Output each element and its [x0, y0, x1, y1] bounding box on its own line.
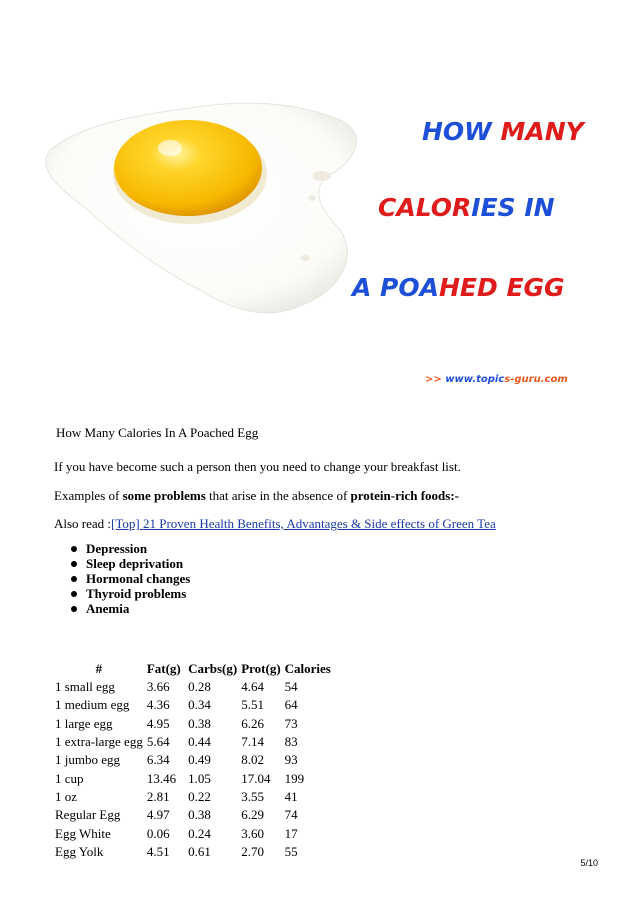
table-cell: Egg White — [55, 825, 111, 841]
egg-illustration — [40, 90, 600, 400]
hero-title-line1: HOW MANY — [422, 117, 584, 146]
table-cell: Regular Egg — [55, 807, 121, 823]
table-cell: 0.24 — [188, 825, 211, 841]
table-cell: 3.55 — [241, 788, 264, 804]
table-cell: 4.64 — [241, 679, 264, 695]
hero-title-line2: CALORIES IN — [378, 193, 555, 222]
table-cell: 4.97 — [146, 807, 170, 823]
table-cell: 74 — [284, 807, 298, 823]
column-header: Fat(g) — [146, 661, 181, 676]
table-cell: 1 small egg — [55, 679, 115, 695]
table-cell: 1 extra-large egg — [55, 734, 143, 750]
table-cell: 13.46 — [146, 770, 177, 786]
column-header: Carbs(g) — [188, 661, 238, 676]
table-cell: 0.28 — [188, 679, 211, 695]
table-cell: 83 — [284, 734, 298, 750]
table-cell: 7.14 — [241, 734, 264, 750]
table-cell: 2.70 — [241, 843, 264, 859]
list-item: Depression — [70, 541, 190, 556]
table-cell: 73 — [284, 715, 298, 731]
nutrition-table — [53, 660, 333, 861]
bold-text: protein-rich foods:- — [350, 488, 459, 503]
paragraph-breakfast: If you have become such a person then you need to change your breakfast list. — [54, 459, 461, 474]
table-header-row — [53, 660, 333, 678]
table-row — [53, 806, 333, 824]
table-cell: 0.49 — [188, 752, 211, 768]
list-item: Anemia — [70, 601, 190, 616]
table-cell: 8.02 — [241, 752, 264, 768]
bold-text: some problems — [122, 488, 206, 503]
table-row — [53, 769, 333, 787]
table-row — [53, 751, 333, 769]
table-row — [53, 715, 333, 733]
table-cell: 0.22 — [188, 788, 211, 804]
table-row — [53, 733, 333, 751]
table-cell: 6.26 — [241, 715, 264, 731]
table-cell: 1 medium egg — [55, 697, 130, 713]
hero-title-line3: A POAHED EGG — [352, 273, 565, 302]
table-cell: 1 cup — [55, 770, 84, 786]
table-cell: 54 — [284, 679, 298, 695]
table-cell: 3.66 — [146, 679, 170, 695]
table-cell: 3.60 — [241, 825, 264, 841]
table-cell: 41 — [284, 788, 298, 804]
table-cell: 93 — [284, 752, 298, 768]
table-cell: 1.05 — [188, 770, 211, 786]
table-cell: 1 jumbo egg — [55, 752, 120, 768]
table-cell: 17.04 — [241, 770, 271, 786]
table-row — [53, 696, 333, 714]
green-tea-article-link[interactable]: [Top] 21 Proven Health Benefits, Advantages & Side effects of Green Tea — [111, 516, 496, 531]
table-cell: 5.51 — [241, 697, 264, 713]
table-cell: 5.64 — [146, 734, 170, 750]
column-header: Prot(g) — [241, 661, 281, 676]
column-header: Calories — [284, 661, 331, 676]
table-cell: 6.29 — [241, 807, 264, 823]
table-cell: 0.61 — [188, 843, 211, 859]
text: that arise in the absence of — [205, 488, 351, 503]
problems-list — [70, 541, 190, 616]
table-row — [53, 678, 333, 696]
table-cell: 0.34 — [188, 697, 211, 713]
table-cell: 17 — [284, 825, 298, 841]
table-row — [53, 843, 333, 861]
paragraph-examples — [54, 488, 459, 504]
hero-site-url: >> www.topics-guru.com — [425, 374, 568, 385]
table-cell: 6.34 — [146, 752, 170, 768]
also-read — [54, 516, 496, 532]
table-cell: 199 — [284, 770, 305, 786]
image-caption: How Many Calories In A Poached Egg — [56, 425, 259, 440]
table-cell: 1 oz — [55, 788, 78, 804]
table-cell: 0.38 — [188, 807, 211, 823]
page-number: 5/10 — [580, 858, 598, 868]
column-header: # — [95, 661, 103, 676]
table-row — [53, 824, 333, 842]
table-cell: 0.06 — [146, 825, 170, 841]
table-cell: 1 large egg — [55, 715, 113, 731]
table-cell: Egg Yolk — [55, 843, 104, 859]
table-cell: 64 — [284, 697, 298, 713]
table-cell: 2.81 — [146, 788, 170, 804]
hero-image — [40, 90, 600, 400]
table-cell: 4.36 — [146, 697, 170, 713]
table-cell: 55 — [284, 843, 298, 859]
list-item: Hormonal changes — [70, 571, 190, 586]
table-row — [53, 788, 333, 806]
text: Examples of — [54, 488, 123, 503]
also-read-label: Also read : — [54, 516, 112, 531]
table-cell: 4.95 — [146, 715, 170, 731]
list-item: Thyroid problems — [70, 586, 190, 601]
list-item: Sleep deprivation — [70, 556, 190, 571]
table-cell: 4.51 — [146, 843, 170, 859]
table-cell: 0.38 — [188, 715, 211, 731]
table-cell: 0.44 — [188, 734, 211, 750]
